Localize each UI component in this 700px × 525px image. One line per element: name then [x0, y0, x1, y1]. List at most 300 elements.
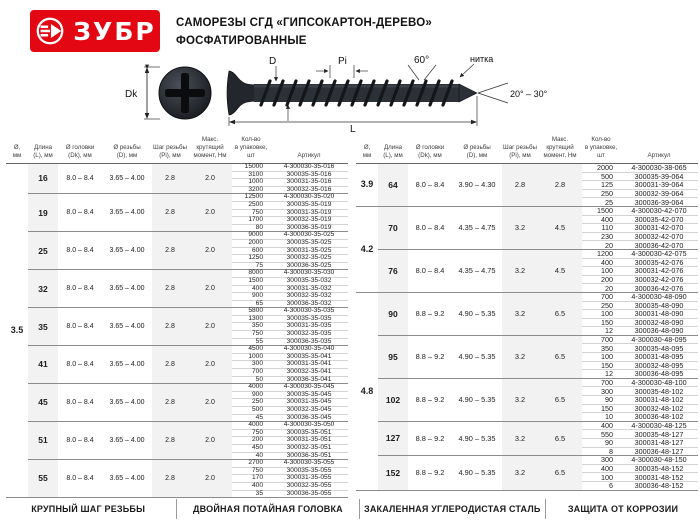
cell-thread-diameter: 4.35 – 4.75 — [452, 206, 502, 249]
cell-article: 300036-35-019 — [286, 223, 332, 231]
cell-pitch: 3.2 — [502, 249, 538, 292]
label-thread-angle: 60° — [414, 55, 430, 66]
cell-qty: 20 — [605, 283, 613, 293]
table-row — [356, 292, 698, 301]
cell-length: 102 — [378, 378, 408, 421]
cell-pitch: 2.8 — [165, 175, 175, 183]
cell-article: 4-300030-35-040 — [270, 346, 348, 354]
cell-article: 300035-35-055 — [270, 467, 348, 475]
cell-pitch: 3.2 — [502, 456, 538, 490]
table-row — [356, 456, 698, 465]
cell-article: 300035-39-064 — [620, 172, 698, 181]
cell-torque: 2.0 — [188, 346, 232, 384]
cell-thread-diameter: 4.90 – 5.35 — [452, 335, 502, 378]
cell-torque: 2.0 — [188, 422, 232, 460]
cell-qty: 1500 — [582, 206, 620, 215]
cell-qty: 4000 — [232, 422, 270, 430]
cell-qty: 4500 — [232, 346, 270, 354]
cell-torque: 2.8 — [554, 180, 566, 190]
cell-qty: 1500 — [232, 277, 270, 285]
cell-head-diameter: 8.0 – 8.4 — [58, 422, 102, 460]
cell-thread-diameter: 4.90 – 5.35 — [452, 292, 502, 335]
cell-article: 300036-48-090 — [634, 326, 684, 336]
cell-torque: 4.5 — [538, 206, 582, 249]
cell-qty: 100 — [582, 310, 620, 319]
cell-thread-diameter: 3.65 – 4.00 — [102, 232, 152, 270]
cell-qty: 75 — [255, 261, 263, 269]
cell-pitch: 2.8 — [152, 346, 188, 384]
cell-head-diameter: 8.0 – 8.4 — [415, 180, 445, 190]
cell-qty: 150 — [582, 404, 620, 413]
cell-qty: 9000 — [232, 232, 270, 240]
cell-qty: 2500 — [232, 201, 270, 209]
cell-article: 300032-39-064 — [620, 189, 698, 198]
cell-qty: 700 — [232, 369, 270, 377]
screw-side-view — [227, 71, 477, 115]
cell-qty: 40 — [255, 451, 263, 459]
cell-qty: 250 — [232, 399, 270, 407]
cell-pitch: 2.8 — [152, 384, 188, 422]
cell-article: 300031-48-090 — [620, 310, 698, 319]
cell-head-diameter: 8.0 – 8.4 — [66, 175, 94, 183]
cell-qty: 300 — [582, 387, 620, 396]
cell-article: 4-300030-35-030 — [270, 270, 348, 278]
cell-article: 300032-35-055 — [270, 482, 348, 490]
cell-article: 300036-35-035 — [286, 337, 332, 345]
cell-torque: 2.0 — [188, 232, 232, 270]
cell-head-diameter: 8.0 – 8.4 — [58, 346, 102, 384]
cell-article: 300036-48-095 — [634, 369, 684, 379]
cell-article: 300031-35-019 — [270, 209, 348, 217]
feature-corrosion-protection: ЗАЩИТА ОТ КОРРОЗИИ — [545, 499, 700, 519]
cell-qty: 3200 — [248, 185, 263, 193]
cell-qty: 2000 — [582, 164, 620, 173]
cell-article: 300036-35-055 — [286, 489, 332, 497]
cell-torque: 2.0 — [188, 194, 232, 232]
cell-qty: 1300 — [232, 315, 270, 323]
cell-length: 25 — [28, 232, 58, 270]
cell-diameter: 4.8 — [356, 292, 378, 490]
col-header-thread_d: Ø резьбы (D), мм — [102, 133, 152, 164]
col-header-pitch: Шаг резьбы (Pi), мм — [152, 133, 188, 164]
col-header-torque: Макс. крутящий момент, Нм — [188, 133, 232, 164]
cell-pitch: 2.8 — [152, 460, 188, 498]
cell-article: 300031-39-064 — [620, 181, 698, 190]
cell-torque: 2.0 — [205, 175, 215, 183]
cell-article: 300036-48-152 — [634, 481, 684, 491]
cell-article: 4-300030-38-065 — [620, 164, 698, 173]
cell-qty: 125 — [582, 181, 620, 190]
cell-pitch: 2.8 — [152, 422, 188, 460]
cell-qty: 90 — [582, 439, 620, 448]
cell-article: 300031-35-045 — [270, 399, 348, 407]
feature-countersunk-head: ДВОЙНАЯ ПОТАЙНАЯ ГОЛОВКА — [176, 499, 358, 519]
cell-article: 300032-48-095 — [620, 361, 698, 370]
cell-head-diameter: 8.8 – 9.2 — [408, 335, 452, 378]
col-header-art: Артикул — [620, 133, 698, 164]
cell-article: 300035-35-019 — [270, 201, 348, 209]
cell-qty: 45 — [255, 413, 263, 421]
cell-article: 300035-48-127 — [620, 430, 698, 439]
cell-thread-diameter: 3.65 – 4.00 — [102, 422, 152, 460]
cell-qty: 10 — [605, 412, 613, 422]
label-pitch: Pi — [338, 56, 347, 67]
bison-arrow-icon — [34, 15, 66, 47]
cell-qty: 300 — [582, 456, 620, 465]
cell-qty: 25 — [605, 197, 613, 207]
cell-qty: 8 — [609, 446, 613, 456]
cell-qty: 1000 — [232, 179, 270, 187]
cell-article: 300036-42-076 — [634, 283, 684, 293]
label-head-diameter: Dk — [125, 89, 138, 100]
cell-qty: 5800 — [232, 308, 270, 316]
cell-article: 4-300030-35-025 — [270, 232, 348, 240]
table-row — [356, 335, 698, 344]
cell-head-diameter: 8.0 – 8.4 — [58, 308, 102, 346]
cell-article: 300032-35-025 — [270, 255, 348, 263]
cell-torque: 4.5 — [538, 249, 582, 292]
cell-length: 127 — [378, 421, 408, 455]
table-row — [356, 421, 698, 430]
cell-qty: 4000 — [232, 384, 270, 392]
cell-article: 300032-42-076 — [620, 275, 698, 284]
screw-technical-drawing — [118, 52, 593, 134]
cell-torque: 6.5 — [538, 456, 582, 490]
cell-diameter: 3.9 — [360, 179, 374, 190]
cell-diameter: 4.2 — [356, 206, 378, 292]
cell-qty: 12500 — [232, 194, 270, 202]
cell-head-diameter: 8.0 – 8.4 — [58, 232, 102, 270]
cell-qty: 550 — [582, 430, 620, 439]
brand-logo — [30, 10, 160, 52]
cell-pitch: 2.8 — [152, 232, 188, 270]
cell-article: 300031-48-152 — [620, 473, 698, 482]
title-line-2: ФОСФАТИРОВАННЫЕ — [176, 34, 307, 47]
label-tip-angle: 20° – 30° — [510, 89, 548, 99]
cell-qty: 2700 — [232, 460, 270, 468]
table-row — [356, 378, 698, 387]
cell-head-diameter: 8.8 – 9.2 — [408, 456, 452, 490]
cell-article: 300036-35-041 — [286, 375, 332, 383]
col-header-len: Длина (L), мм — [378, 133, 408, 164]
cell-thread-diameter: 3.65 – 4.00 — [102, 384, 152, 422]
brand-name: ЗУБР — [73, 16, 156, 46]
cell-length: 64 — [388, 179, 398, 190]
cell-qty: 100 — [582, 473, 620, 482]
cell-qty: 35 — [255, 489, 263, 497]
cell-qty: 8000 — [232, 270, 270, 278]
cell-article: 300031-42-076 — [620, 267, 698, 276]
cell-article: 300035-35-051 — [270, 429, 348, 437]
cell-article: 4-300030-42-075 — [620, 249, 698, 258]
cell-thread-diameter: 3.65 – 4.00 — [109, 175, 145, 183]
cell-head-diameter: 8.0 – 8.4 — [58, 460, 102, 498]
col-header-dia: Ø, мм — [6, 133, 28, 164]
cell-qty: 300 — [232, 361, 270, 369]
cell-qty: 90 — [582, 396, 620, 405]
label-thread: нитка — [470, 54, 494, 64]
cell-qty: 250 — [582, 189, 620, 198]
cell-length: 41 — [28, 346, 58, 384]
cell-article: 4-300030-48-100 — [620, 378, 698, 387]
cell-qty: 100 — [582, 267, 620, 276]
cell-article: 300031-42-070 — [620, 224, 698, 233]
cell-article: 300035-48-095 — [620, 344, 698, 353]
cell-qty: 750 — [232, 467, 270, 475]
cell-head-diameter: 8.0 – 8.4 — [408, 206, 452, 249]
cell-qty: 400 — [582, 464, 620, 473]
cell-qty: 500 — [232, 407, 270, 415]
cell-article: 300036-39-064 — [634, 197, 684, 207]
cell-length: 51 — [28, 422, 58, 460]
cell-length: 95 — [378, 335, 408, 378]
cell-qty: 600 — [232, 247, 270, 255]
size-table-3-9-4-2-4-8 — [356, 133, 698, 491]
cell-article: 4-300030-42-070 — [620, 206, 698, 215]
cell-qty: 700 — [582, 378, 620, 387]
table-row — [6, 164, 348, 172]
cell-qty: 400 — [232, 482, 270, 490]
cell-qty: 15000 — [232, 164, 270, 172]
cell-article: 300035-35-035 — [270, 315, 348, 323]
cell-thread-diameter: 3.90 – 4.30 — [458, 180, 496, 190]
cell-article: 300035-42-076 — [620, 258, 698, 267]
cell-qty: 250 — [582, 301, 620, 310]
col-header-head_d: Ø головки (Dk), мм — [408, 133, 452, 164]
feature-strip — [0, 499, 700, 519]
cell-length: 16 — [38, 173, 48, 184]
cell-length: 90 — [378, 292, 408, 335]
screw-tip — [459, 84, 477, 102]
cell-torque: 2.0 — [188, 460, 232, 498]
cell-qty: 170 — [232, 475, 270, 483]
cell-qty: 1200 — [582, 249, 620, 258]
page-title — [176, 15, 432, 51]
cell-length: 70 — [378, 206, 408, 249]
cell-length: 32 — [28, 270, 58, 308]
cell-torque: 6.5 — [538, 421, 582, 455]
screw-top-view — [125, 67, 211, 119]
cell-thread-diameter: 4.35 – 4.75 — [452, 249, 502, 292]
cell-head-diameter: 8.8 – 9.2 — [408, 421, 452, 455]
cell-pitch: 3.2 — [502, 335, 538, 378]
cell-pitch: 2.8 — [152, 308, 188, 346]
cell-length: 35 — [28, 308, 58, 346]
cell-pitch: 2.8 — [152, 194, 188, 232]
cell-article: 300035-35-041 — [270, 353, 348, 361]
cell-qty: 1000 — [232, 353, 270, 361]
cell-qty: 350 — [582, 344, 620, 353]
cell-thread-diameter: 3.65 – 4.00 — [102, 346, 152, 384]
cell-torque: 2.0 — [188, 384, 232, 422]
cell-article: 300032-35-051 — [270, 444, 348, 452]
label-length: L — [350, 124, 356, 134]
feature-hardened-steel: ЗАКАЛЕННАЯ УГЛЕРОДИСТАЯ СТАЛЬ — [359, 499, 545, 519]
cell-torque: 6.5 — [538, 378, 582, 421]
feature-thread-pitch: КРУПНЫЙ ШАГ РЕЗЬБЫ — [31, 504, 146, 514]
cell-diameter: 3.5 — [10, 325, 24, 336]
cell-qty: 2000 — [232, 239, 270, 247]
cell-qty: 200 — [232, 437, 270, 445]
cell-qty: 400 — [582, 215, 620, 224]
cell-article: 300036-48-127 — [634, 446, 684, 456]
size-table-3-5 — [6, 133, 348, 498]
cell-article: 300032-35-032 — [270, 293, 348, 301]
cell-article: 300032-35-035 — [270, 331, 348, 339]
cell-qty: 150 — [582, 361, 620, 370]
cell-article: 4-300030-48-150 — [620, 456, 698, 465]
cell-qty: 6 — [609, 481, 613, 491]
cell-thread-diameter: 4.90 – 5.35 — [452, 378, 502, 421]
cell-head-diameter: 8.0 – 8.4 — [58, 270, 102, 308]
cell-length: 55 — [28, 460, 58, 498]
cell-thread-diameter: 3.65 – 4.00 — [102, 194, 152, 232]
cell-qty: 500 — [582, 172, 620, 181]
title-line-1: САМОРЕЗЫ СГД «ГИПСОКАРТОН-ДЕРЕВО» — [176, 17, 433, 29]
cell-qty: 900 — [232, 391, 270, 399]
cell-head-diameter: 8.8 – 9.2 — [408, 378, 452, 421]
cell-article: 300032-48-102 — [620, 404, 698, 413]
table-row — [356, 249, 698, 258]
cell-pitch: 3.2 — [502, 206, 538, 249]
cell-head-diameter: 8.0 – 8.4 — [58, 384, 102, 422]
cell-article: 300035-48-152 — [620, 464, 698, 473]
cell-article: 300031-35-032 — [270, 285, 348, 293]
cell-article: 300035-35-016 — [270, 171, 348, 179]
cell-article: 300036-35-032 — [286, 299, 332, 307]
cell-article: 4-300030-35-016 — [270, 164, 348, 172]
cell-length: 19 — [28, 194, 58, 232]
col-header-torque: Макс. крутящий момент, Нм — [538, 133, 582, 164]
cell-torque: 6.5 — [538, 292, 582, 335]
cell-article: 300032-35-041 — [270, 369, 348, 377]
cell-qty: 400 — [232, 285, 270, 293]
cell-article: 4-300030-35-035 — [270, 308, 348, 316]
cell-qty: 50 — [255, 375, 263, 383]
cell-article: 300035-48-102 — [620, 387, 698, 396]
cell-article: 300031-35-055 — [270, 475, 348, 483]
cell-article: 300032-35-045 — [270, 407, 348, 415]
cell-article: 300032-48-090 — [620, 318, 698, 327]
cell-qty: 80 — [255, 223, 263, 231]
cell-qty: 1700 — [232, 217, 270, 225]
cell-qty: 3100 — [232, 171, 270, 179]
cell-head-diameter: 8.0 – 8.4 — [58, 194, 102, 232]
cell-article: 300035-48-090 — [620, 301, 698, 310]
screw-head — [227, 71, 255, 115]
cell-article: 4-300030-35-045 — [270, 384, 348, 392]
cell-qty: 400 — [582, 421, 620, 430]
cell-qty: 350 — [232, 323, 270, 331]
cell-qty: 1250 — [232, 255, 270, 263]
cell-torque: 6.5 — [538, 335, 582, 378]
cell-length: 76 — [378, 249, 408, 292]
col-header-qty: Кол-во в упаковке, шт — [232, 133, 270, 164]
cell-head-diameter: 8.8 – 9.2 — [408, 292, 452, 335]
cell-thread-diameter: 4.90 – 5.35 — [452, 456, 502, 490]
table-row — [356, 164, 698, 173]
cell-qty: 200 — [582, 275, 620, 284]
cell-article: 4-300030-35-020 — [270, 194, 348, 202]
cell-article: 300031-35-016 — [270, 179, 348, 187]
cell-article: 300035-35-045 — [270, 391, 348, 399]
cell-article: 300031-48-095 — [620, 353, 698, 362]
cell-article: 300035-35-032 — [270, 277, 348, 285]
cell-article: 300031-48-127 — [620, 439, 698, 448]
cell-qty: 700 — [582, 292, 620, 301]
cell-article: 300035-35-025 — [270, 239, 348, 247]
cell-qty: 230 — [582, 232, 620, 241]
cell-article: 300032-35-016 — [286, 185, 332, 193]
cell-qty: 150 — [582, 318, 620, 327]
col-header-qty: Кол-во в упаковке, шт — [582, 133, 620, 164]
cell-qty: 55 — [255, 337, 263, 345]
cell-article: 300031-35-041 — [270, 361, 348, 369]
cell-article: 300032-42-070 — [620, 232, 698, 241]
cell-qty: 20 — [605, 240, 613, 250]
cell-qty: 450 — [232, 444, 270, 452]
cell-qty: 750 — [232, 429, 270, 437]
cell-qty: 900 — [232, 293, 270, 301]
cell-head-diameter: 8.0 – 8.4 — [408, 249, 452, 292]
cell-article: 300031-48-102 — [620, 396, 698, 405]
col-header-dia: Ø, мм — [356, 133, 378, 164]
col-header-head_d: Ø головки (Dk), мм — [58, 133, 102, 164]
cell-torque: 2.0 — [188, 270, 232, 308]
cell-article: 300035-42-070 — [620, 215, 698, 224]
cell-article: 300036-35-045 — [286, 413, 332, 421]
cell-article: 4-300030-48-125 — [620, 421, 698, 430]
cell-length: 45 — [28, 384, 58, 422]
cell-qty: 12 — [605, 369, 613, 379]
cell-article: 300032-35-019 — [270, 217, 348, 225]
cell-article: 300031-35-035 — [270, 323, 348, 331]
col-header-art: Артикул — [270, 133, 348, 164]
cell-pitch: 3.2 — [502, 292, 538, 335]
col-header-thread_d: Ø резьбы (D), мм — [452, 133, 502, 164]
cell-qty: 12 — [605, 326, 613, 336]
cell-thread-diameter: 3.65 – 4.00 — [102, 308, 152, 346]
cell-thread-diameter: 3.65 – 4.00 — [102, 270, 152, 308]
cell-article: 4-300030-35-050 — [270, 422, 348, 430]
cell-qty: 65 — [255, 299, 263, 307]
cell-pitch: 2.8 — [514, 180, 526, 190]
col-header-len: Длина (L), мм — [28, 133, 58, 164]
cell-pitch: 2.8 — [152, 270, 188, 308]
cell-article: 300031-35-025 — [270, 247, 348, 255]
cell-length: 152 — [378, 456, 408, 490]
cell-pitch: 3.2 — [502, 421, 538, 455]
cell-article: 300036-42-070 — [634, 240, 684, 250]
cell-qty: 110 — [582, 224, 620, 233]
col-header-pitch: Шаг резьбы (Pi), мм — [502, 133, 538, 164]
label-thread-diameter: D — [269, 56, 277, 67]
cell-torque: 2.0 — [188, 308, 232, 346]
cell-article: 300036-48-102 — [634, 412, 684, 422]
cell-article: 4-300030-35-055 — [270, 460, 348, 468]
cell-qty: 700 — [582, 335, 620, 344]
cell-article: 300036-35-051 — [286, 451, 332, 459]
cell-qty: 400 — [582, 258, 620, 267]
cell-qty: 750 — [232, 331, 270, 339]
cell-article: 4-300030-48-090 — [620, 292, 698, 301]
cell-thread-diameter: 3.65 – 4.00 — [102, 460, 152, 498]
cell-article: 300031-35-051 — [270, 437, 348, 445]
cell-qty: 100 — [582, 353, 620, 362]
cell-article: 300036-35-025 — [286, 261, 332, 269]
cell-qty: 750 — [232, 209, 270, 217]
table-row — [356, 206, 698, 215]
